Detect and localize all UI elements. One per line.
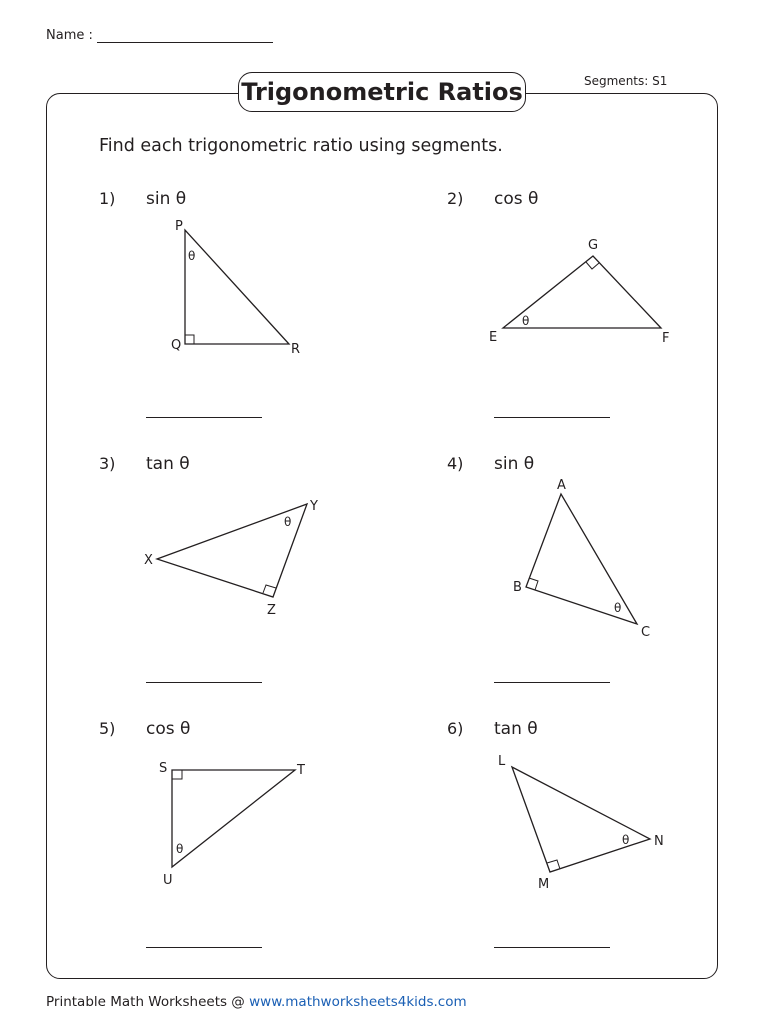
problem-6 [447, 719, 767, 959]
answer-line[interactable] [146, 682, 262, 683]
vertex-label-t: T [297, 763, 305, 778]
right-angle-mark [185, 335, 194, 344]
problem-3 [99, 454, 419, 694]
answer-line[interactable] [494, 947, 610, 948]
footer-website-link[interactable]: www.mathworksheets4kids.com [249, 994, 467, 1010]
triangle-pqr [185, 230, 289, 344]
problem-ratio: cos θ [494, 189, 539, 209]
vertex-label-r: R [291, 342, 301, 357]
vertex-label-f: F [662, 331, 670, 346]
problem-4 [447, 454, 767, 694]
vertex-label-y: Y [310, 499, 318, 514]
vertex-label-s: S [159, 761, 168, 776]
vertex-label-b: B [513, 580, 522, 595]
problem-1 [99, 189, 419, 429]
theta-label: θ [522, 314, 530, 328]
right-angle-mark [172, 770, 182, 779]
answer-line[interactable] [146, 947, 262, 948]
problem-number: 1) [99, 189, 116, 208]
triangle-lmn-diagram [447, 719, 767, 959]
problem-number: 5) [99, 719, 116, 738]
problem-ratio: tan θ [494, 719, 538, 739]
problem-5 [99, 719, 419, 959]
triangle-gef-diagram [447, 189, 767, 429]
triangle-pqr-diagram [99, 189, 419, 429]
vertex-label-q: Q [171, 338, 182, 353]
problem-2 [447, 189, 767, 429]
triangle-stu [172, 770, 295, 867]
theta-label: θ [614, 601, 622, 615]
vertex-label-e: E [489, 330, 498, 345]
problem-ratio: cos θ [146, 719, 191, 739]
right-angle-mark [263, 585, 276, 593]
problem-number: 2) [447, 189, 464, 208]
triangle-stu-diagram [99, 719, 419, 959]
vertex-label-p: P [175, 219, 183, 234]
footer [46, 994, 467, 1010]
name-field [46, 24, 273, 43]
vertex-label-c: C [641, 625, 651, 640]
instruction-text: Find each trigonometric ratio using segments. [99, 136, 503, 156]
worksheet-title: Trigonometric Ratios [238, 72, 526, 112]
vertex-label-m: M [538, 877, 550, 892]
theta-label: θ [622, 833, 630, 847]
vertex-label-x: X [144, 553, 153, 568]
theta-label: θ [176, 842, 184, 856]
vertex-label-u: U [163, 873, 173, 888]
triangle-xyz-diagram [99, 454, 419, 694]
vertex-label-l: L [498, 754, 506, 769]
name-label: Name : [46, 28, 93, 43]
name-line[interactable] [97, 24, 273, 43]
vertex-label-g: G [588, 238, 599, 253]
answer-line[interactable] [494, 682, 610, 683]
problem-number: 6) [447, 719, 464, 738]
triangle-abc-diagram [447, 454, 767, 694]
answer-line[interactable] [146, 417, 262, 418]
problem-ratio: tan θ [146, 454, 190, 474]
problem-number: 4) [447, 454, 464, 473]
theta-label: θ [188, 249, 196, 263]
vertex-label-a: A [557, 478, 566, 493]
problem-number: 3) [99, 454, 116, 473]
right-angle-mark [586, 262, 599, 269]
footer-prefix: Printable Math Worksheets @ [46, 994, 250, 1010]
theta-label: θ [284, 515, 292, 529]
problem-ratio: sin θ [146, 189, 187, 209]
problem-ratio: sin θ [494, 454, 535, 474]
vertex-label-n: N [654, 834, 664, 849]
triangle-lmn [512, 767, 650, 872]
answer-line[interactable] [494, 417, 610, 418]
segments-label: Segments: S1 [584, 74, 668, 88]
vertex-label-z: Z [267, 603, 276, 618]
